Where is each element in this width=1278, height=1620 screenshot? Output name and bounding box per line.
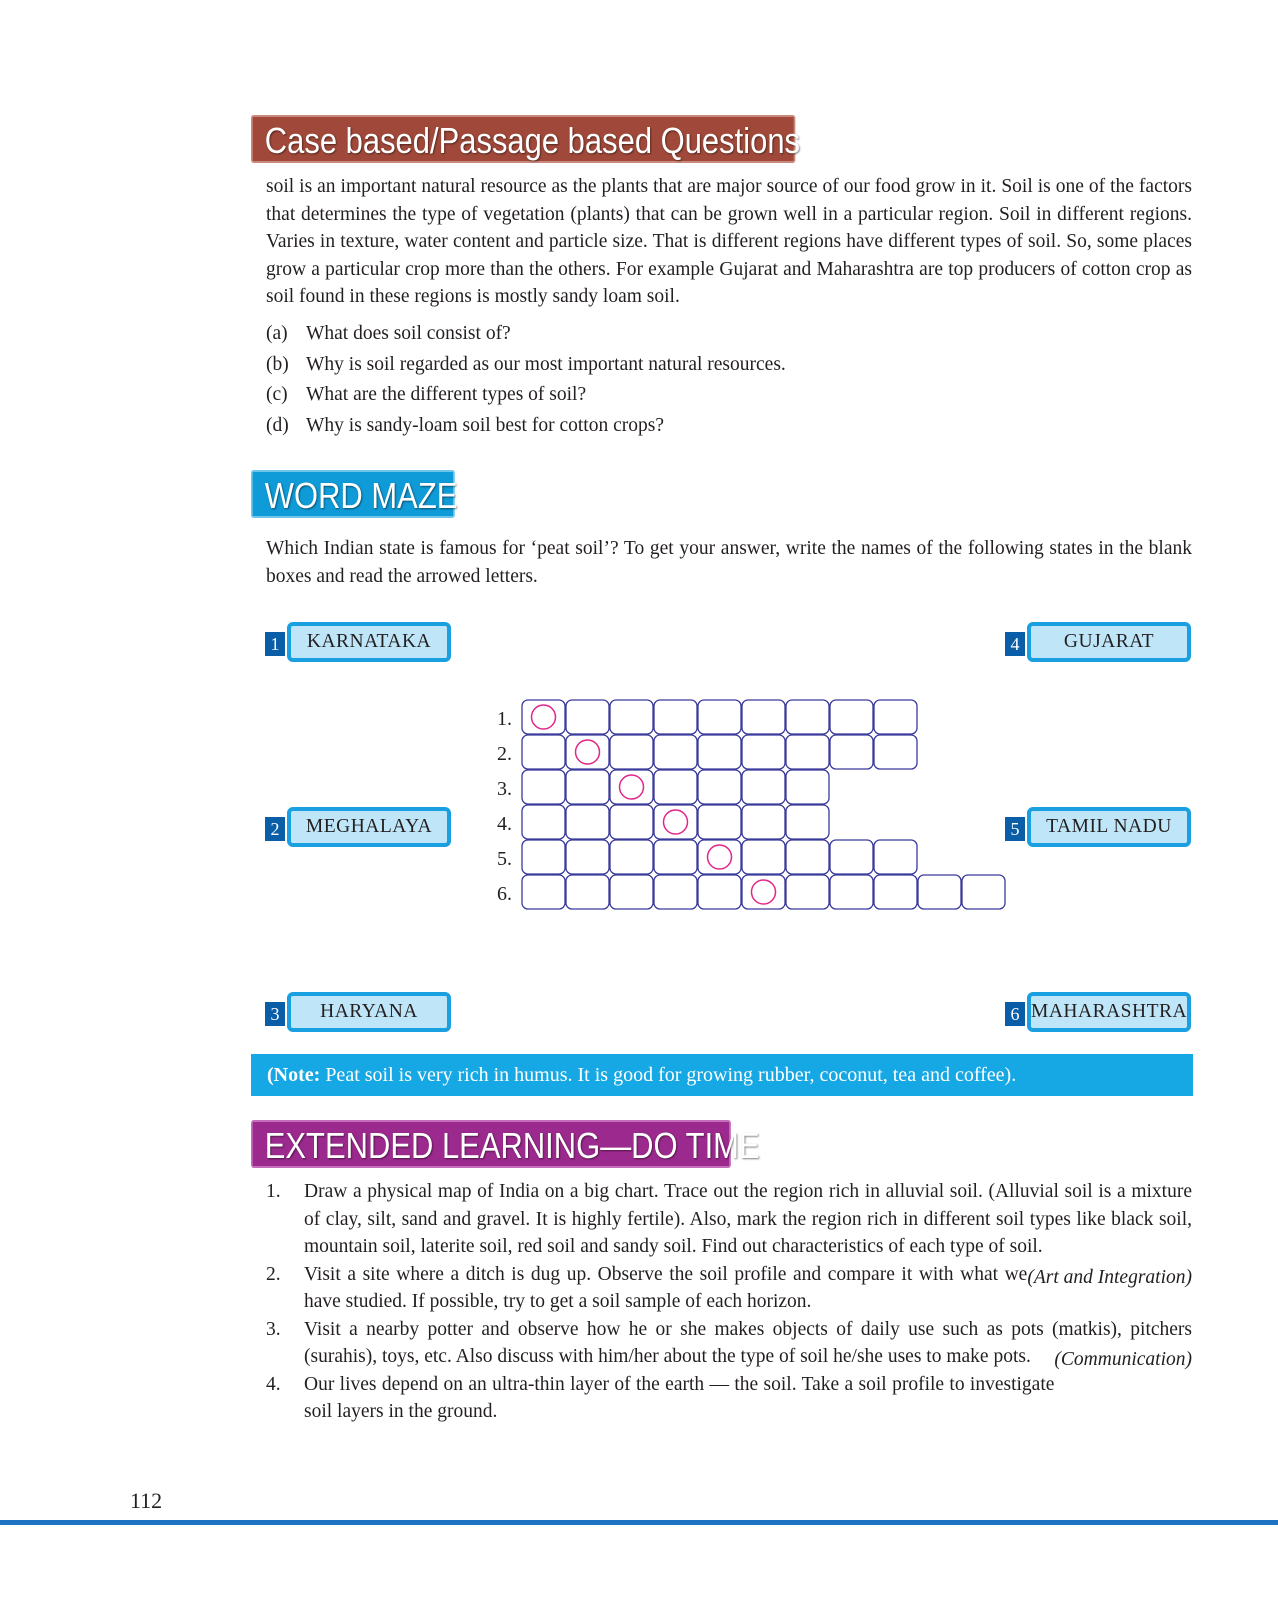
maze-cell[interactable] xyxy=(566,840,609,874)
maze-cell[interactable] xyxy=(830,735,873,769)
case-section-heading: Case based/Passage based Questions xyxy=(251,115,795,163)
maze-cell[interactable] xyxy=(874,735,917,769)
maze-cell[interactable] xyxy=(610,875,653,909)
maze-cell[interactable] xyxy=(698,770,741,804)
maze-cell[interactable] xyxy=(742,735,785,769)
footer-rule xyxy=(0,1520,1278,1525)
maze-row-label: 2. xyxy=(497,743,512,765)
arrowed-letter-circle xyxy=(752,880,776,904)
maze-cell[interactable] xyxy=(698,805,741,839)
maze-cell[interactable] xyxy=(962,875,1005,909)
maze-cell[interactable] xyxy=(830,875,873,909)
maze-cell[interactable] xyxy=(786,875,829,909)
case-passage: soil is an important natural resource as the plants that are major source of our food grow in it. Soil is one of the factors that determines the type of vegetation (plants) that can be grown well in a particular region. Soil in different regions. Varies in texture, water content and particle size. That is different regions have different types of soil. So, some places grow a particular crop more than the others. For example Gujarat and Maharashtra are top producers of cotton crop as soil found in these regions is mostly sandy loam soil. xyxy=(266,176,1192,307)
maze-cell[interactable] xyxy=(654,770,697,804)
question-item: (b) Why is soil regarded as our most important natural resources. xyxy=(266,353,786,375)
maze-cell[interactable] xyxy=(786,700,829,734)
maze-cell[interactable] xyxy=(786,735,829,769)
maze-row-label: 5. xyxy=(497,848,512,870)
maze-cell[interactable] xyxy=(786,840,829,874)
maze-cell[interactable] xyxy=(654,735,697,769)
maze-cell[interactable] xyxy=(742,770,785,804)
arrowed-letter-circle xyxy=(620,775,644,799)
maze-cell[interactable] xyxy=(610,840,653,874)
maze-row-label: 1. xyxy=(497,708,512,730)
maze-cell[interactable] xyxy=(874,700,917,734)
maze-cell[interactable] xyxy=(522,770,565,804)
activity-item: 2. Visit a site where a ditch is dug up. Observe the soil profile and compare it with what we have studied. If possible, try to get a soil sample of each horizon. xyxy=(266,1263,1028,1312)
arrowed-letter-circle xyxy=(708,845,732,869)
maze-cell[interactable] xyxy=(654,700,697,734)
maze-cell[interactable] xyxy=(742,805,785,839)
maze-cell[interactable] xyxy=(698,735,741,769)
maze-cell[interactable] xyxy=(566,700,609,734)
maze-cell[interactable] xyxy=(918,875,961,909)
word-maze-heading: WORD MAZE xyxy=(251,470,455,518)
maze-cell[interactable] xyxy=(698,875,741,909)
maze-cell[interactable] xyxy=(654,840,697,874)
maze-cell[interactable] xyxy=(566,770,609,804)
activity-item: 3. Visit a nearby potter and observe how he or she makes objects of daily use such as pots (matkis), pitchers (surahis), toys, etc. Also discuss with him/her about the type of soil he/she uses to make pots. (Communication) xyxy=(266,1318,1192,1370)
activity-item: 4. Our lives depend on an ultra-thin layer of the earth — the soil. Take a soil profile to investigate soil layers in the ground. xyxy=(266,1373,1055,1422)
maze-cell[interactable] xyxy=(654,875,697,909)
maze-cell[interactable] xyxy=(610,805,653,839)
peat-soil-note: (Note: Peat soil is very rich in humus. It is good for growing rubber, coconut, tea and coffee). xyxy=(251,1054,1193,1096)
arrowed-letter-circle xyxy=(576,740,600,764)
maze-cell[interactable] xyxy=(566,875,609,909)
question-item: (d) Why is sandy-loam soil best for cotton crops? xyxy=(266,414,664,436)
word-maze-grid xyxy=(470,690,1010,915)
maze-row-label: 6. xyxy=(497,883,512,905)
maze-cell[interactable] xyxy=(742,700,785,734)
maze-cell[interactable] xyxy=(610,700,653,734)
maze-cell[interactable] xyxy=(522,735,565,769)
page-number: 112 xyxy=(130,1488,163,1513)
maze-cell[interactable] xyxy=(610,735,653,769)
maze-cell[interactable] xyxy=(786,805,829,839)
maze-cell[interactable] xyxy=(522,840,565,874)
maze-cell[interactable] xyxy=(874,840,917,874)
maze-instructions: Which Indian state is famous for ‘peat soil’? To get your answer, write the names of the following states in the blank boxes and read the arrowed letters. xyxy=(266,538,1192,587)
question-list xyxy=(266,319,786,441)
maze-row-label: 3. xyxy=(497,778,512,800)
maze-cell[interactable] xyxy=(566,805,609,839)
question-item: (c) What are the different types of soil? xyxy=(266,384,587,405)
maze-cell[interactable] xyxy=(830,700,873,734)
maze-cell[interactable] xyxy=(698,700,741,734)
arrowed-letter-circle xyxy=(664,810,688,834)
maze-row-label: 4. xyxy=(497,813,512,835)
maze-cell[interactable] xyxy=(874,875,917,909)
maze-cell[interactable] xyxy=(522,875,565,909)
maze-cell[interactable] xyxy=(522,805,565,839)
activity-item: 1. Draw a physical map of India on a big chart. Trace out the region rich in alluvial soil. (Alluvial soil is a mixture of clay, silt, sand and gravel. It is highly fertile). Also, mark the region rich in different soil types like black soil, mountain soil, laterite soil, red soil and sandy soil. Find out characteristics of each type of soil. (Art and Integration) xyxy=(266,1181,1192,1288)
maze-cell[interactable] xyxy=(830,840,873,874)
question-item: (a) What does soil consist of? xyxy=(266,323,511,344)
extended-activity-list xyxy=(266,1178,1192,1426)
extended-learning-heading: EXTENDED LEARNING—DO TIME xyxy=(251,1120,731,1168)
maze-cell[interactable] xyxy=(786,770,829,804)
maze-cell[interactable] xyxy=(742,840,785,874)
arrowed-letter-circle xyxy=(532,705,556,729)
